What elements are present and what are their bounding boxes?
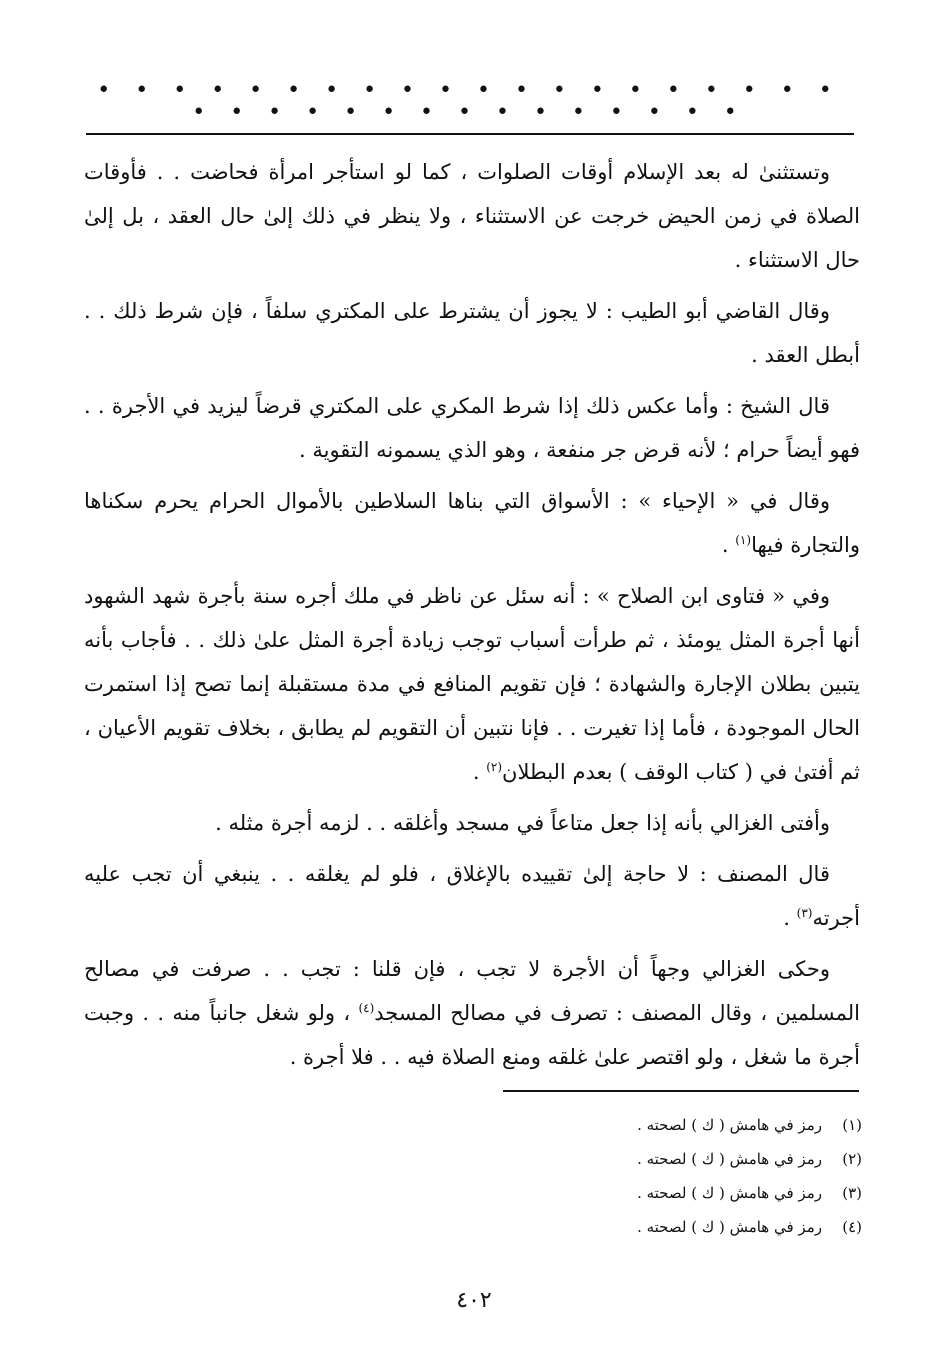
footnote-number: (٣) [842, 1184, 862, 1202]
body-text [84, 150, 860, 1086]
paragraph: وتستثنىٰ له بعد الإسلام أوقات الصلوات ، كما لو استأجر امرأة فحاضت . . فأوقات الصلاة في زمن الحيض خرجت عن الاستثناء ، ولا ينظر في ذلك إلىٰ حال العقد ، بل إلىٰ حال الاستثناء . [84, 160, 860, 272]
page-number: ٤٠٢ [456, 1288, 492, 1313]
footnote [362, 1210, 862, 1244]
footnote-ref: (٢) [486, 760, 503, 774]
paragraph: وقال في « الإحياء » : الأسواق التي بناها السلاطين بالأموال الحرام يحرم سكناها والتجارة فيها$^{(١)}$ . [84, 489, 860, 557]
footnote-text: رمز في هامش ( ك ) لصحته . [637, 1116, 822, 1134]
paragraph: وقال القاضي أبو الطيب : لا يجوز أن يشترط على المكتري سلفاً ، فإن شرط ذلك . . أبطل العقد . [84, 299, 860, 367]
footnote-number: (٤) [842, 1218, 862, 1236]
paragraph: قال المصنف : لا حاجة إلىٰ تقييده بالإغلاق ، فلو لم يغلقه . . ينبغي أن تجب عليه أجرته$^{(٣)}$ . [84, 862, 860, 930]
footnote-ref: (٣) [796, 906, 813, 920]
footnote-ref: (٤) [358, 1001, 375, 1015]
header-rule [86, 133, 854, 135]
paragraph: قال الشيخ : وأما عكس ذلك إذا شرط المكري على المكتري قرضاً ليزيد في الأجرة . . فهو أيضاً حرام ؛ لأنه قرض جر منفعة ، وهو الذي يسمونه التقوية . [84, 394, 860, 462]
footnote-text: رمز في هامش ( ك ) لصحته . [637, 1184, 822, 1202]
footnote-text: رمز في هامش ( ك ) لصحته . [637, 1218, 822, 1236]
header-dots: • • • • • • • • • • • • • • • • • • • • • • • • • • • • • • • • • • • [97, 78, 841, 125]
footnote-number: (٢) [842, 1150, 862, 1168]
paragraph: وأفتى الغزالي بأنه إذا جعل متاعاً في مسجد وأغلقه . . لزمه أجرة مثله . [215, 811, 830, 835]
footnote-rule [503, 1090, 859, 1092]
footnotes [362, 1108, 862, 1244]
footnote-number: (١) [842, 1116, 862, 1134]
paragraph: وحكى الغزالي وجهاً أن الأجرة لا تجب ، فإن قلنا : تجب . . صرفت في مصالح المسلمين ، وقال المصنف : تصرف في مصالح المسجد$^{(٤)}$ ، ولو شغل جانباً منه . . وجبت أجرة ما شغل ، ولو اقتصر علىٰ غلقه ومنع الصلاة فيه . . فلا أجرة . [84, 957, 860, 1069]
footnote [362, 1142, 862, 1176]
footnote [362, 1108, 862, 1142]
paragraph: وفي « فتاوى ابن الصلاح » : أنه سئل عن ناظر في ملك أجره سنة بأجرة شهد الشهود أنها أجرة المثل يومئذ ، ثم طرأت أسباب توجب زيادة أجرة المثل علىٰ ذلك . . فأجاب بأنه يتبين بطلان الإجارة والشهادة ؛ فإن تقويم المنافع في مدة مستقبلة إنما تصح إذا استمرت الحال الموجودة ، فأما إذا تغيرت . . فإنا نتبين أن التقويم لم يطابق ، بخلاف تقويم الأعيان ، ثم أفتىٰ في ( كتاب الوقف ) بعدم البطلان$^{(٢)}$ . [84, 584, 860, 784]
footnote-text: رمز في هامش ( ك ) لصحته . [637, 1150, 822, 1168]
footnote [362, 1176, 862, 1210]
footnote-ref: (١) [735, 533, 752, 547]
